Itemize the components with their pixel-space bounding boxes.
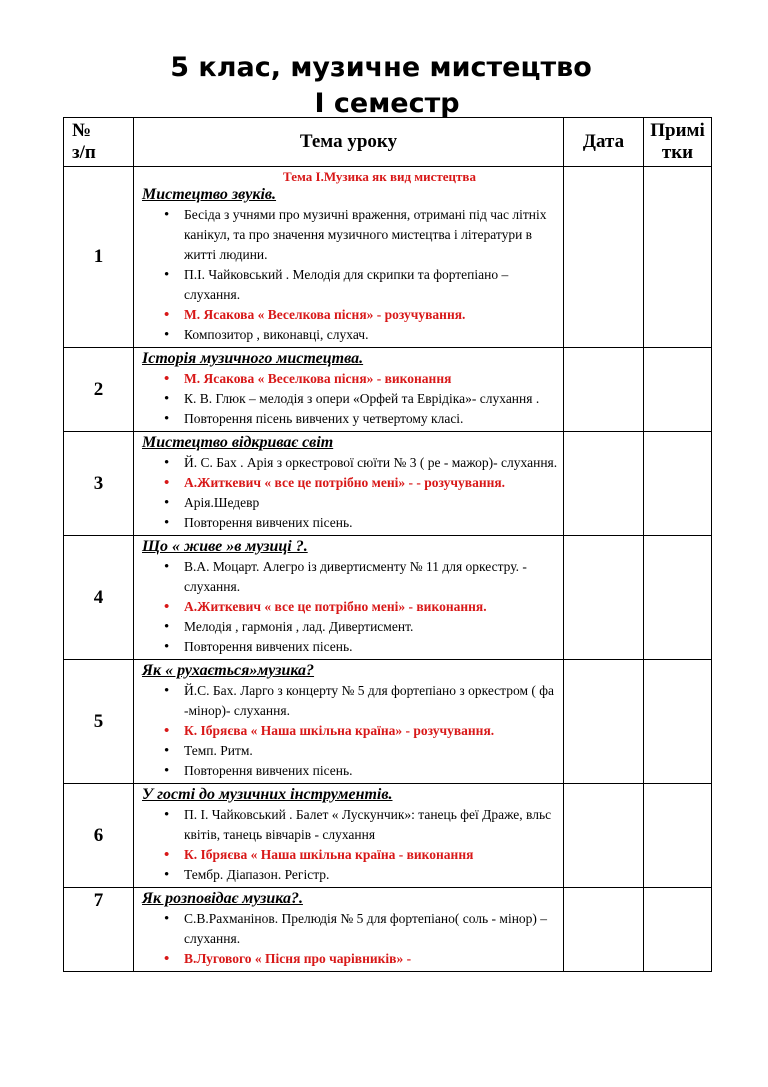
- lesson-items: [138, 805, 561, 885]
- lesson-topic: Історія музичного мистецтва.: [142, 350, 364, 367]
- table-header-row: [64, 118, 712, 167]
- notes-cell: [644, 348, 712, 432]
- lesson-topic: Як розповідає музика?.: [142, 890, 303, 907]
- list-item: • Темп. Ритм.: [184, 741, 561, 761]
- list-item: • К. Ібряєва « Наша шкільна країна - виконання: [184, 845, 561, 865]
- lesson-topic: Як « рухається»музика?: [142, 662, 315, 679]
- table-row: [64, 888, 712, 972]
- list-item: • К. Ібряєва « Наша шкільна країна» - розучування.: [184, 721, 561, 741]
- list-item: • Повторення пісень вивчених у четвертому класі.: [184, 409, 561, 429]
- lesson-content: [134, 888, 564, 972]
- list-item: • В.Лугового « Пісня про чарівників» -: [184, 949, 561, 969]
- list-item: • С.В.Рахманінов. Прелюдія № 5 для фортепіано( соль - мінор) – слухання.: [184, 909, 561, 949]
- page-title-line1: 5 клас, музичне мистецтво: [170, 52, 592, 83]
- lesson-content: [134, 660, 564, 784]
- list-item: • А.Житкевич « все це потрібно мені» - - розучування.: [184, 473, 561, 493]
- list-item: • Мелодія , гармонія , лад. Дивертисмент.: [184, 617, 561, 637]
- list-item: • Й. С. Бах . Арія з оркестрової сюїти № 3 ( ре - мажор)- слухання.: [184, 453, 561, 473]
- list-item: • П.І. Чайковський . Мелодія для скрипки та фортепіано – слухання.: [184, 265, 561, 305]
- list-item: • Повторення вивчених пісень.: [184, 761, 561, 781]
- table-row: [64, 784, 712, 888]
- notes-cell: [644, 167, 712, 348]
- lesson-content: [134, 167, 564, 348]
- notes-cell: [644, 432, 712, 536]
- list-item: • М. Ясакова « Веселкова пісня» - виконання: [184, 369, 561, 389]
- lesson-topic: Мистецтво відкриває світ: [142, 434, 334, 451]
- list-item: • П. І. Чайковський . Балет « Лускунчик»: танець феї Драже, вльс квітів, танець вівчарів - слухання: [184, 805, 561, 845]
- lesson-number: 7: [64, 888, 134, 972]
- notes-cell: [644, 784, 712, 888]
- list-item: • Арія.Шедевр: [184, 493, 561, 513]
- list-item: • Й.С. Бах. Ларго з концерту № 5 для фортепіано з оркестром ( фа -мінор)- слухання.: [184, 681, 561, 721]
- table-row: [64, 348, 712, 432]
- list-item: • Повторення вивчених пісень.: [184, 637, 561, 657]
- date-cell: [564, 167, 644, 348]
- lesson-topic: Мистецтво звуків.: [142, 186, 277, 203]
- lesson-topic: Що « живе »в музиці ?.: [142, 538, 308, 555]
- notes-cell: [644, 888, 712, 972]
- list-item: • Тембр. Діапазон. Регістр.: [184, 865, 561, 885]
- notes-cell: [644, 660, 712, 784]
- lesson-number: 5: [64, 660, 134, 784]
- page-title-line2: І семестр: [314, 88, 460, 119]
- notes-cell: [644, 536, 712, 660]
- date-cell: [564, 660, 644, 784]
- date-cell: [564, 348, 644, 432]
- table-row: [64, 660, 712, 784]
- list-item: • В.А. Моцарт. Алегро із дивертисменту № 11 для оркестру. - слухання.: [184, 557, 561, 597]
- date-cell: [564, 888, 644, 972]
- header-notes: Примі тки: [644, 118, 712, 167]
- lesson-items: [138, 369, 561, 429]
- lesson-topic: У гості до музичних інструментів.: [142, 786, 393, 803]
- lesson-number: 4: [64, 536, 134, 660]
- list-item: • Бесіда з учнями про музичні враження, отримані під час літніх канікул, та про значення музичного мистецтва і літератури в житті людини.: [184, 205, 561, 265]
- lesson-content: [134, 348, 564, 432]
- header-num: № з/п: [64, 118, 134, 167]
- list-item: • А.Житкевич « все це потрібно мені» - виконання.: [184, 597, 561, 617]
- lesson-number: 1: [64, 167, 134, 348]
- header-topic: Тема уроку: [134, 118, 564, 167]
- lesson-number: 2: [64, 348, 134, 432]
- table-row: [64, 536, 712, 660]
- table-row: [64, 167, 712, 348]
- lesson-content: [134, 784, 564, 888]
- list-item: • К. В. Глюк – мелодія з опери «Орфей та Еврідіка»- слухання .: [184, 389, 561, 409]
- lesson-content: [134, 536, 564, 660]
- lesson-table: [63, 117, 712, 972]
- lesson-items: [138, 909, 561, 969]
- lesson-items: [138, 557, 561, 657]
- list-item: • М. Ясакова « Веселкова пісня» - розучування.: [184, 305, 561, 325]
- section-title: Тема І.Музика як вид мистецтва: [283, 169, 476, 184]
- header-date: Дата: [564, 118, 644, 167]
- lesson-items: [138, 205, 561, 345]
- list-item: • Композитор , виконавці, слухач.: [184, 325, 561, 345]
- lesson-number: 3: [64, 432, 134, 536]
- lesson-items: [138, 681, 561, 781]
- lesson-content: [134, 432, 564, 536]
- list-item: • Повторення вивчених пісень.: [184, 513, 561, 533]
- date-cell: [564, 536, 644, 660]
- date-cell: [564, 784, 644, 888]
- lesson-items: [138, 453, 561, 533]
- table-row: [64, 432, 712, 536]
- date-cell: [564, 432, 644, 536]
- lesson-number: 6: [64, 784, 134, 888]
